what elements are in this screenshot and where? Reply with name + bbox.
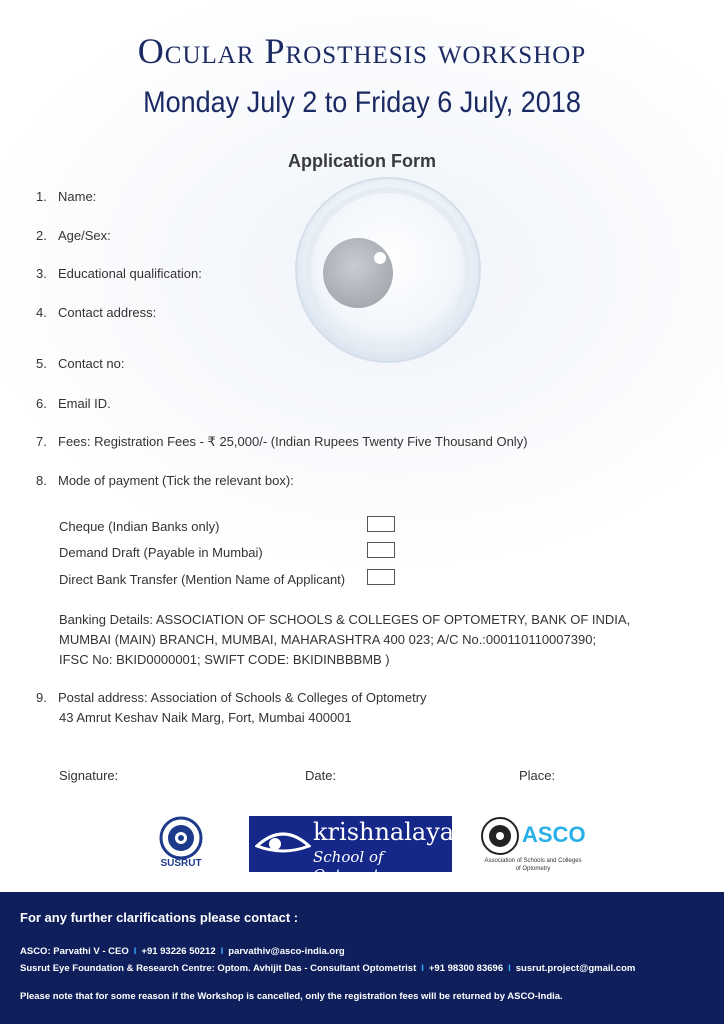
logo-row [0, 810, 724, 884]
separator: I [133, 946, 137, 957]
susrut-logo-text: SUSRUT [160, 858, 202, 869]
field-label: Mode of payment (Tick the relevant box): [58, 473, 294, 488]
susrut-contact: Susrut Eye Foundation & Research Centre: Optom. Avhijit Das - Consultant Optometrist [20, 963, 417, 974]
banking-details-line: Banking Details: ASSOCIATION OF SCHOOLS & COLLEGES OF OPTOMETRY, BANK OF INDIA, [59, 612, 631, 627]
field-name[interactable] [36, 189, 96, 204]
field-number: 2. [36, 228, 47, 243]
cheque-checkbox[interactable] [367, 516, 395, 532]
bank-transfer-checkbox[interactable] [367, 569, 395, 585]
krishnalaya-school: School of Optometry [313, 848, 395, 884]
postal-line-2: 43 Amrut Keshav Naik Marg, Fort, Mumbai 400001 [59, 710, 352, 725]
field-label: Contact address: [58, 305, 157, 320]
workshop-dates: Monday July 2 to Friday 6 July, 2018 [143, 86, 581, 119]
field-contact-no[interactable] [36, 356, 125, 371]
field-postal-address [36, 690, 427, 705]
demand-draft-checkbox[interactable] [367, 542, 395, 558]
field-number: 3. [36, 266, 47, 281]
separator: I [421, 963, 424, 974]
field-label: Educational qualification: [58, 266, 202, 281]
signature-label: Signature: [59, 768, 119, 783]
workshop-title: Ocular Prosthesis workshop [137, 31, 587, 71]
field-number: 8. [36, 473, 47, 488]
form-heading: Application Form [288, 151, 436, 171]
banking-details-line: MUMBAI (MAIN) BRANCH, MUMBAI, MAHARASHTRA 400 023; A/C No.:000110110007390; [59, 632, 597, 647]
field-number: 5. [36, 356, 47, 371]
krishnalaya-name: krishnalaya [313, 818, 455, 846]
postal-line-1: Postal address: Association of Schools & Colleges of Optometry [58, 690, 427, 705]
banking-details-line: IFSC No: BKID0000001; SWIFT CODE: BKIDINBBBMB ) [59, 652, 390, 667]
asco-contact: ASCO: Parvathi V - CEO [20, 946, 129, 957]
footer-heading: For any further clarifications please contact : [20, 910, 299, 925]
asco-logo-text: ASCO [522, 822, 586, 847]
field-number: 4. [36, 305, 47, 320]
asco-subtitle-2: of Optometry [515, 866, 551, 872]
contact-footer [0, 892, 724, 1024]
field-label: Email ID. [58, 396, 111, 411]
eye-illustration [240, 170, 540, 390]
asco-subtitle-1: Association of Schools and Colleges [484, 858, 582, 864]
field-label: Name: [58, 189, 97, 204]
separator: I [508, 963, 511, 974]
date-label: Date: [305, 768, 337, 783]
payment-option-demand-draft: Demand Draft (Payable in Mumbai) [59, 545, 263, 560]
field-fees [36, 434, 528, 450]
susrut-email[interactable]: susrut.project@gmail.com [515, 963, 636, 974]
asco-phone[interactable]: +91 93226 50212 [141, 946, 216, 957]
separator: I [220, 946, 224, 957]
field-contact-address[interactable] [36, 305, 156, 320]
field-education[interactable] [36, 266, 202, 281]
place-label: Place: [519, 768, 556, 783]
field-age-sex[interactable] [36, 228, 111, 243]
field-email[interactable] [36, 396, 111, 411]
susrut-phone[interactable]: +91 98300 83696 [428, 963, 504, 974]
asco-email[interactable]: parvathiv@asco-india.org [228, 946, 345, 957]
krishnalaya-eye-icon [255, 826, 311, 862]
field-label: Age/Sex: [58, 228, 111, 243]
field-label: Fees: Registration Fees - ₹ 25,000/- (Indian Rupees Twenty Five Thousand Only) [58, 434, 528, 449]
susrut-contact-line [20, 963, 635, 974]
field-number: 1. [36, 189, 47, 204]
field-number: 6. [36, 396, 47, 411]
payment-option-bank-transfer: Direct Bank Transfer (Mention Name of Applicant) [59, 572, 346, 587]
krishnalaya-logo [249, 816, 455, 884]
asco-contact-line [20, 946, 345, 957]
field-number: 7. [36, 434, 47, 449]
cancellation-note: Please note that for some reason if the Workshop is cancelled, only the registration fees will be returned by ASCO-India. [20, 991, 563, 1002]
asco-eye-icon [480, 816, 520, 856]
field-number: 9. [36, 690, 47, 705]
field-payment-mode [36, 473, 294, 488]
payment-option-cheque: Cheque (Indian Banks only) [59, 519, 220, 534]
field-label: Contact no: [58, 356, 125, 371]
